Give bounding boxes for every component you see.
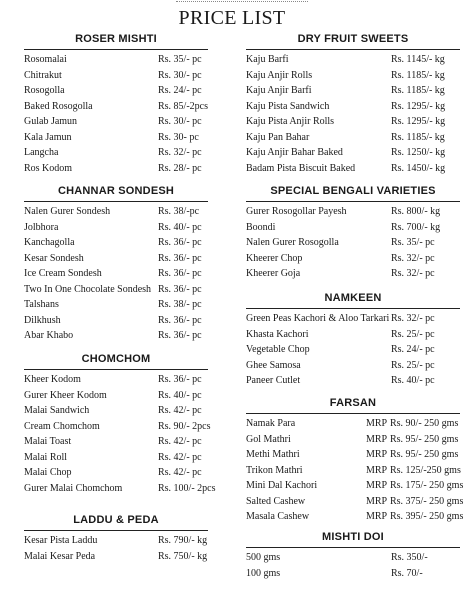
item-price: Rs. 85/-2pcs [158,100,208,112]
section-heading: NAMKEEN [324,292,382,304]
item-price: Rs. 35/- pc [158,54,202,65]
menu-item-row [246,418,460,434]
item-name: Khasta Kachori [246,328,309,340]
item-name: Malai Kesar Peda [24,550,96,562]
section-mishti-doi [246,531,460,583]
item-price: Rs. 1295/- kg [391,116,446,127]
section-heading: ROSER MISHTI [75,33,157,45]
item-price: Rs. 1295/- kg [391,100,446,112]
item-price: Rs. 38/-pc [158,206,200,217]
item-price: Rs. 95/- 250 gms [390,449,459,460]
section-heading: SPECIAL BENGALI VARIETIES [270,185,436,197]
item-price: Rs. 750/- kg [158,550,208,562]
item-name: Two In One Chocolate Sondesh [24,283,152,295]
item-price: Rs. 42/- pc [158,436,202,447]
menu-item-row [246,465,460,481]
item-name: Kaju Anjir Bahar Baked [246,147,343,158]
item-name: Talshans [24,299,59,310]
item-price: Rs. 40/- pc [158,221,202,233]
menu-item-row [24,452,208,468]
item-price: Rs. 1185/- kg [391,131,445,143]
menu-item-row [24,132,208,148]
menu-item-row [24,330,208,346]
item-name: Nalen Gurer Rosogolla [246,237,339,248]
item-list [24,374,216,498]
item-price: Rs. 25/- pc [391,359,435,371]
menu-item-row [246,222,460,238]
item-name: Kala Jamun [24,131,72,143]
item-price: Rs. 700/- kg [391,221,441,233]
section-divider [24,369,208,370]
section-roser-mishti [24,33,208,178]
item-name: Ghee Samosa [246,359,301,371]
section-special-bengali-varieties [246,185,460,284]
section-heading: CHOMCHOM [81,353,151,365]
item-price: Rs. 1145/- kg [391,54,445,65]
item-mrp-label: MRP [366,418,388,429]
item-name: Kanchagolla [24,237,75,248]
item-name: 500 gms [246,552,281,563]
item-price: Rs. 36/- pc [158,283,202,295]
menu-item-row [24,70,208,86]
item-name: Kaju Pan Bahar [246,131,310,143]
item-price: Rs. 36/- pc [158,374,202,385]
section-dry-fruit-sweets [246,33,460,178]
menu-item-row [24,315,208,331]
item-list [246,206,460,284]
menu-item-row [246,206,460,222]
menu-item-row [246,163,460,179]
menu-item-row [24,482,216,499]
item-price: Rs. 100/- 2pcs [158,482,216,494]
menu-item-row [246,147,460,163]
item-price: Rs. 90/- 2pcs [158,420,211,432]
item-name: Kaju Pista Anjir Rolls [246,116,335,127]
item-price: Rs. 24/- pc [391,344,435,355]
item-price: Rs. 42/- pc [158,405,202,416]
item-price: Rs. 90/- 250 gms [390,418,459,429]
item-price: Rs. 350/- [391,552,428,563]
item-mrp-label: MRP [366,480,388,491]
item-name: Methi Mathri [246,449,300,460]
item-name: Kheerer Goja [246,268,301,279]
section-channar-sondesh [24,185,208,346]
section-heading: DRY FRUIT SWEETS [297,33,409,45]
section-divider [24,530,208,531]
item-list [246,54,460,178]
menu-item-row [24,374,208,390]
menu-item-row [246,237,460,253]
item-name: 100 gms [246,567,281,579]
section-heading: CHANNAR SONDESH [57,185,175,197]
menu-item-row [246,344,460,360]
section-farsan [246,397,464,527]
item-name: Nalen Gurer Sondesh [24,206,111,217]
item-name: Dilkhush [24,314,61,326]
section-divider [246,49,460,50]
menu-item-row [24,85,208,101]
item-name: Kaju Anjir Barfi [246,85,312,96]
item-name: Mini Dal Kachori [246,480,318,491]
menu-item-row [246,54,460,70]
item-price: Rs. 790/- kg [158,535,208,546]
item-list [246,418,464,527]
item-price: Rs. 38/- pc [158,299,202,310]
item-name: Ice Cream Sondesh [24,268,102,279]
item-name: Langcha [24,147,59,158]
item-name: Gol Mathri [246,433,291,445]
item-price: Rs. 28/- pc [158,162,202,174]
menu-item-row [246,116,460,132]
item-name: Gulab Jamun [24,116,78,127]
item-price: Rs. 42/- pc [158,451,202,463]
menu-item-row [24,206,208,222]
item-price: Rs. 1185/- kg [391,69,445,81]
item-list [24,206,208,346]
item-name: Green Peas Kachori & Aloo Tarkari [246,313,390,324]
menu-item-row [246,552,460,568]
section-divider [246,201,460,202]
section-divider [24,49,208,50]
section-heading: FARSAN [329,397,377,409]
menu-item-row [246,568,460,584]
item-price: Rs. 800/- kg [391,206,441,217]
item-name: Rosogolla [24,85,65,96]
item-name: Chitrakut [24,69,62,81]
menu-item-row [24,467,208,483]
item-mrp-label: MRP [366,495,388,507]
menu-item-row [246,495,464,512]
item-name: Masala Cashew [246,511,310,522]
section-divider [24,201,208,202]
item-list [246,552,460,583]
menu-item-row [246,132,460,148]
menu-item-row [24,284,208,300]
item-name: Salted Cashew [246,495,306,507]
menu-item-row [24,551,208,567]
item-name: Kheerer Chop [246,252,303,264]
item-name: Malai Chop [24,467,72,478]
item-name: Kesar Pista Laddu [24,535,98,546]
menu-item-row [24,299,208,315]
menu-item-row [24,147,208,163]
section-divider [246,308,460,309]
item-price: Rs. 1185/- kg [391,85,445,96]
item-mrp-label: MRP [366,433,388,445]
menu-item-row [246,101,460,117]
item-name: Vegetable Chop [246,344,310,355]
item-name: Kaju Barfi [246,54,289,65]
item-name: Malai Toast [24,436,72,447]
section-namkeen [246,292,460,391]
section-heading: LADDU & PEDA [73,514,159,526]
item-name: Kaju Anjir Rolls [246,69,313,81]
menu-item-row [246,313,460,329]
item-price: Rs. 175/- 250 gms [390,480,464,491]
item-price: Rs. 375/- 250 gms [390,495,464,507]
menu-item-row [24,535,208,551]
top-dotted-line [176,1,308,2]
item-name: Gurer Kheer Kodom [24,389,107,401]
section-laddu-and-peda [24,514,208,566]
item-name: Kesar Sondesh [24,252,84,264]
item-price: Rs. 1250/- kg [391,147,446,158]
item-price: Rs. 32/- pc [391,268,435,279]
menu-item-row [24,101,208,117]
item-list [24,54,208,178]
section-divider [246,413,460,414]
item-price: Rs. 395/- 250 gms [390,511,464,522]
item-price: Rs. 95/- 250 gms [390,433,459,445]
item-mrp-label: MRP [366,511,388,522]
item-price: Rs. 30/- pc [158,116,202,127]
item-price: Rs. 32/- pc [391,313,435,324]
item-name: Cream Chomchom [24,420,100,432]
item-name: Gurer Malai Chomchom [24,482,123,494]
item-price: Rs. 125/-250 gms [390,464,461,476]
item-name: Trikon Mathri [246,464,303,476]
menu-item-row [246,70,460,86]
menu-item-row [246,449,460,465]
item-list [24,535,208,566]
section-divider [246,547,460,548]
menu-item-row [246,360,460,376]
item-price: Rs. 42/- pc [158,467,202,478]
item-name: Kaju Pista Sandwich [246,100,330,112]
page-title: PRICE LIST [178,7,286,29]
item-price: Rs. 1450/- kg [391,162,446,174]
item-mrp-label: MRP [366,449,388,460]
menu-item-row [246,253,460,269]
item-name: Rosomalai [24,54,67,65]
item-price: Rs. 36/- pc [158,268,202,279]
item-name: Ros Kodom [24,162,73,174]
item-price: Rs. 32/- pc [158,147,202,158]
menu-item-row [246,511,464,527]
menu-item-row [246,375,460,391]
item-name: Baked Rosogolla [24,100,93,112]
menu-item-row [24,268,208,284]
menu-item-row [246,268,460,284]
item-price: Rs. 30/- pc [158,69,202,81]
menu-item-row [24,390,208,406]
item-name: Badam Pista Biscuit Baked [246,162,356,174]
menu-item-row [24,253,208,269]
item-name: Paneer Cutlet [246,375,301,386]
item-price: Rs. 70/- [391,567,423,579]
section-chomchom [24,353,216,498]
item-price: Rs. 40/- pc [391,375,435,386]
item-price: Rs. 25/- pc [391,328,435,340]
item-price: Rs. 40/- pc [158,389,202,401]
menu-item-row [246,480,464,496]
item-price: Rs. 24/- pc [158,85,202,96]
menu-item-row [24,237,208,253]
menu-item-row [24,163,208,179]
item-list [246,313,460,391]
item-price: Rs. 36/- pc [158,330,202,341]
item-name: Gurer Rosogollar Payesh [246,206,347,217]
menu-item-row [24,222,208,238]
menu-item-row [24,405,208,421]
item-price: Rs. 36/- pc [158,237,202,248]
item-price: Rs. 30- pc [158,131,199,143]
menu-item-row [24,116,208,132]
item-price: Rs. 36/- pc [158,252,202,264]
menu-item-row [246,85,460,101]
section-heading: MISHTI DOI [322,531,384,543]
menu-item-row [246,434,460,450]
item-name: Jolbhora [24,221,59,233]
item-mrp-label: MRP [366,464,388,476]
menu-item-row [24,54,208,70]
item-price: Rs. 35/- pc [391,237,435,248]
menu-item-row [24,420,211,437]
item-name: Kheer Kodom [24,374,81,385]
item-name: Malai Roll [24,451,68,463]
item-name: Abar Khabo [24,330,74,341]
item-name: Malai Sandwich [24,405,90,416]
item-name: Boondi [246,221,276,233]
menu-item-row [246,329,460,345]
item-name: Namak Para [246,418,296,429]
menu-item-row [24,436,208,452]
item-price: Rs. 36/- pc [158,314,202,326]
item-price: Rs. 32/- pc [391,252,435,264]
